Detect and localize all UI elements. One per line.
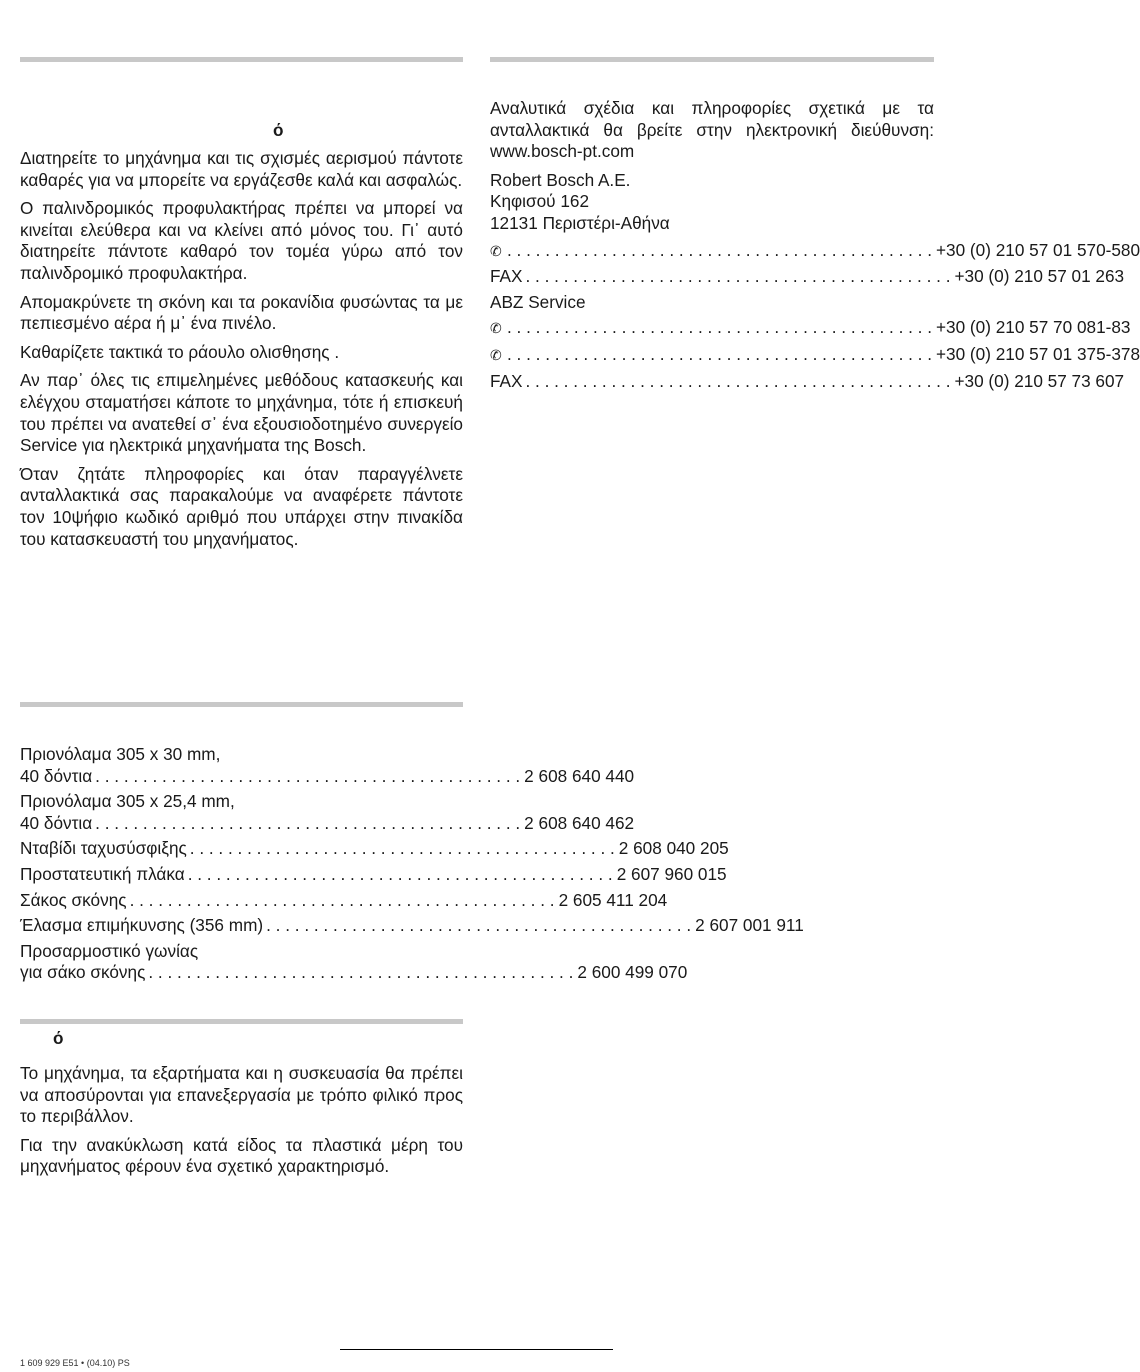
- service-intro: Αναλυτικά σχέδια και πληροφορίες σχετικά με τα ανταλλακτικά θα βρείτε στην ηλεκτρονική διεύθυνση: www.bosch-pt.com: [490, 98, 934, 162]
- accessory-number: 2 607 960 015: [616, 863, 727, 884]
- dot-leader: . . . . . . . . . . . . . . . . . . . . . . . . . . . . . . . . . . . . . . . . . . . . .: [187, 863, 613, 884]
- accessory-name: Πριονόλαμα 305 x 25,4 mm,: [20, 791, 235, 812]
- maintenance-paragraph: Διατηρείτε το μηχάνημα και τις σχισμές αερισμού πάντοτε καθαρές για να μπορείτε να εργάζεσθε καλά και ασφαλώς.: [20, 148, 463, 190]
- disposal-title: ό: [53, 1028, 64, 1048]
- section-rule-maintenance: [20, 57, 463, 62]
- contact-row: [490, 370, 1125, 393]
- address-line: Κηφισού 162: [490, 191, 590, 212]
- maintenance-paragraph: Αν παρ᾽ όλες τις επιμελημένες μεθόδους κατασκευής και ελέγχου σταματήσει κάποτε το μηχάνημα, τότε ή επισκευή του πρέπει να ανατεθεί σ᾽ ένα εξουσιοδοτημένο συνεργείο Service για ηλεκτρικά μηχανήματα της Bosch.: [20, 370, 463, 456]
- address-line: Robert Bosch A.E.: [490, 169, 631, 190]
- accessory-row: [20, 765, 635, 788]
- dot-leader: . . . . . . . . . . . . . . . . . . . . . . . . . . . . . . . . . . . . . . . . . . . . .: [95, 812, 521, 833]
- dot-leader: . . . . . . . . . . . . . . . . . . . . . . . . . . . . . . . . . . . . . . . . . . . . .: [525, 370, 951, 391]
- section-rule-accessories: [20, 702, 463, 707]
- accessories-list: [20, 744, 804, 988]
- contact-row: [490, 317, 1131, 340]
- maintenance-paragraph: Καθαρίζετε τακτικά το ράουλο ολισθησης .: [20, 341, 340, 362]
- contact-row: [490, 239, 1140, 263]
- accessory-label: Σάκος σκόνης: [20, 889, 127, 910]
- contact-number: +30 (0) 210 57 01 570-580: [936, 239, 1140, 260]
- disposal-section: [20, 1028, 463, 1185]
- contact-number: +30 (0) 210 57 73 607: [954, 370, 1125, 391]
- abz-service-title: ABZ Service: [490, 291, 586, 312]
- accessory-number: 2 607 001 911: [695, 915, 804, 936]
- fax-label: FAX: [490, 266, 523, 287]
- phone-icon: ✆: [490, 320, 502, 337]
- accessory-row: [20, 838, 729, 860]
- accessory-label: Έλασμα επιμήκυνσης (356 mm): [20, 915, 264, 936]
- maintenance-paragraph: Απομακρύνετε τη σκόνη και τα ροκανίδια φυσώντας τα με πεπιεσμένο αέρα ή μ᾽ ένα πινέλο.: [20, 291, 463, 334]
- accessory-label: Νταβίδι ταχυσύσφιξης: [20, 838, 187, 859]
- contact-row: [490, 266, 1125, 288]
- section-rule-service: [490, 57, 934, 62]
- accessory-item: [20, 791, 635, 834]
- service-address: [490, 170, 934, 235]
- accessory-row: [20, 812, 635, 835]
- contact-number: +30 (0) 210 57 01 263: [954, 266, 1125, 287]
- accessory-row: [20, 889, 668, 912]
- dot-leader: . . . . . . . . . . . . . . . . . . . . . . . . . . . . . . . . . . . . . . . . . . . . .: [507, 317, 932, 338]
- footer-rule: [340, 1349, 613, 1350]
- accessory-number: 2 608 640 462: [524, 812, 635, 833]
- section-rule-disposal: [20, 1019, 463, 1024]
- disposal-paragraph: Το μηχάνημα, τα εξαρτήματα και η συσκευασία θα πρέπει να αποσύρονται για επανεξεργασία με τρόπο φιλικό προς το περιβάλλον.: [20, 1063, 463, 1127]
- accessory-number: 2 608 640 440: [524, 765, 635, 786]
- phone-icon: ✆: [490, 242, 502, 259]
- accessory-label: για σάκο σκόνης: [20, 962, 146, 983]
- fax-label: FAX: [490, 370, 523, 391]
- accessory-number: 2 600 499 070: [577, 962, 688, 983]
- contact-row: [490, 343, 1140, 367]
- maintenance-title: ό: [273, 120, 284, 140]
- footer-code: 1 609 929 E51 • (04.10) PS: [20, 1358, 130, 1368]
- maintenance-paragraph: Όταν ζητάτε πληροφορίες και όταν παραγγέλνετε ανταλλακτικά σας παρακαλούμε να αναφέρετε πάντοτε τον 10ψήφιο κωδικό αριθμό που υπάρχει στην πινακίδα του κατασκευαστή του μηχανήματος.: [20, 463, 463, 549]
- dot-leader: . . . . . . . . . . . . . . . . . . . . . . . . . . . . . . . . . . . . . . . . . . . . .: [507, 343, 932, 364]
- accessory-row: [20, 863, 727, 886]
- accessory-number: 2 608 040 205: [618, 838, 729, 859]
- accessory-name: Προσαρμοστικό γωνίας: [20, 940, 199, 961]
- dot-leader: . . . . . . . . . . . . . . . . . . . . . . . . . . . . . . . . . . . . . . . . . . . . .: [507, 239, 932, 260]
- dot-leader: . . . . . . . . . . . . . . . . . . . . . . . . . . . . . . . . . . . . . . . . . . . . .: [525, 266, 951, 287]
- dot-leader: . . . . . . . . . . . . . . . . . . . . . . . . . . . . . . . . . . . . . . . . . . . . .: [189, 838, 615, 859]
- dot-leader: . . . . . . . . . . . . . . . . . . . . . . . . . . . . . . . . . . . . . . . . . . . . .: [148, 962, 574, 983]
- contact-number: +30 (0) 210 57 01 375-378: [936, 343, 1140, 364]
- accessory-row: [20, 962, 688, 984]
- address-line: 12131 Περιστέρι-Αθήνα: [490, 212, 670, 233]
- dot-leader: . . . . . . . . . . . . . . . . . . . . . . . . . . . . . . . . . . . . . . . . . . . . .: [266, 915, 692, 936]
- accessory-row: [20, 915, 804, 937]
- accessory-name: Πριονόλαμα 305 x 30 mm,: [20, 744, 221, 764]
- maintenance-section: [20, 120, 463, 557]
- accessory-label: Προστατευτική πλάκα: [20, 863, 185, 884]
- accessory-label: 40 δόντια: [20, 765, 93, 786]
- accessory-label: 40 δόντια: [20, 812, 93, 833]
- accessory-number: 2 605 411 204: [558, 889, 668, 910]
- accessory-item: [20, 940, 688, 984]
- disposal-paragraph: Για την ανακύκλωση κατά είδος τα πλαστικά μέρη του μηχανήματος φέρουν ένα σχετικό χαρακτηρισμό.: [20, 1134, 463, 1177]
- maintenance-paragraph: Ο παλινδρομικός προφυλακτήρας πρέπει να μπορεί να κινείται ελεύθερα και να κλείνει από μόνος του. Γι᾽ αυτό διατηρείτε πάντοτε καθαρό τον τομέα γύρω από τον παλινδρομικό προφυλακτήρα.: [20, 198, 463, 283]
- dot-leader: . . . . . . . . . . . . . . . . . . . . . . . . . . . . . . . . . . . . . . . . . . . . .: [95, 765, 521, 786]
- phone-icon: ✆: [490, 346, 502, 363]
- accessory-item: [20, 744, 635, 787]
- service-section: [490, 98, 1140, 396]
- contact-number: +30 (0) 210 57 70 081-83: [936, 317, 1131, 338]
- dot-leader: . . . . . . . . . . . . . . . . . . . . . . . . . . . . . . . . . . . . . . . . . . . . .: [129, 889, 555, 910]
